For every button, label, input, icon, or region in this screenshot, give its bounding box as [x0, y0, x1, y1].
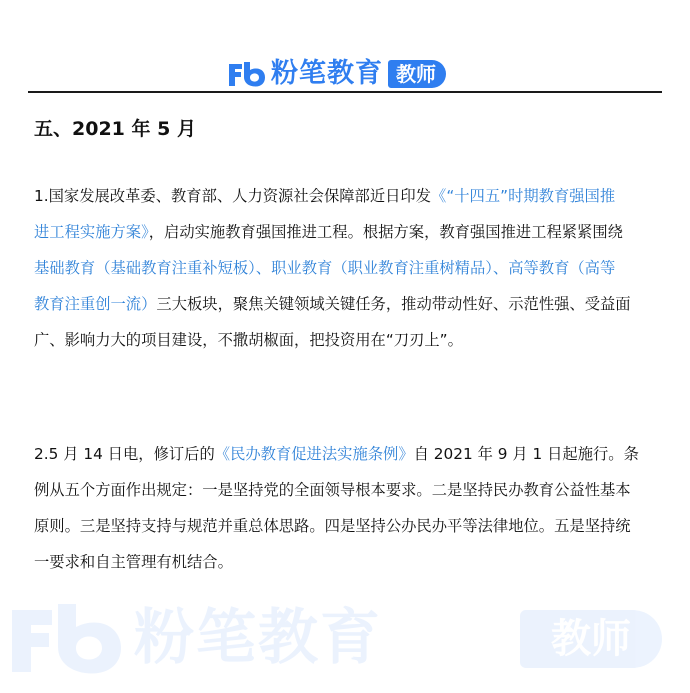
body-text: 三大板块，聚焦关键领域关键任务，推动带动性好、示范性强、受益面	[156, 295, 631, 313]
text-line	[34, 508, 659, 544]
highlighted-text: 教育注重创一流）	[34, 295, 157, 313]
highlighted-text: 《“十四五”时期教育强国推	[431, 187, 616, 205]
body-text: ，启动实施教育强国推进工程。根据方案，教育强国推进工程紧紧围绕	[148, 223, 623, 241]
body-text: 例从五个方面作出规定：一是坚持党的全面领导根本要求。二是坚持民办教育公益性基本	[34, 481, 631, 499]
highlighted-text: 进工程实施方案》	[34, 223, 149, 241]
page-header	[0, 0, 690, 93]
highlighted-text: 《民办教育促进法实施条例》	[214, 445, 414, 463]
text-line	[34, 322, 659, 358]
fenbi-logo-icon	[227, 60, 267, 88]
text-line	[34, 214, 659, 250]
text-line	[34, 436, 659, 472]
watermark-text: 粉笔教育	[134, 603, 382, 673]
body-text: 自 2021 年 9 月 1 日起施行。条	[413, 445, 639, 463]
body-text: 原则。三是坚持支持与规范并重总体思路。四是坚持公办民办平等法律地位。五是坚持统	[34, 517, 631, 535]
paragraph-2	[34, 436, 659, 580]
text-line	[34, 286, 659, 322]
brand-name: 粉笔教育	[271, 58, 383, 89]
paragraph-1	[34, 178, 659, 358]
body-text: 广、影响力大的项目建设，不撒胡椒面，把投资用在“刀刃上”。	[34, 331, 463, 349]
body-text: 1.国家发展改革委、教育部、人力资源社会保障部近日印发	[34, 187, 432, 205]
header-divider	[28, 91, 662, 93]
text-line	[34, 544, 659, 580]
text-line	[34, 250, 659, 286]
body-text: 2.5 月 14 日电，修订后的	[34, 445, 215, 463]
watermark-badge: 教师	[520, 610, 662, 668]
text-line	[34, 178, 659, 214]
watermark	[8, 598, 668, 678]
highlighted-text: 基础教育（基础教育注重补短板）、职业教育（职业教育注重树精品）、高等教育（高等	[34, 259, 616, 277]
body-text: 一要求和自主管理有机结合。	[34, 553, 233, 571]
brand-logo	[227, 57, 446, 91]
section-title: 五、2021 年 5 月	[34, 118, 196, 140]
text-line	[34, 472, 659, 508]
watermark-logo-icon	[8, 598, 126, 678]
brand-badge: 教师	[388, 60, 446, 88]
